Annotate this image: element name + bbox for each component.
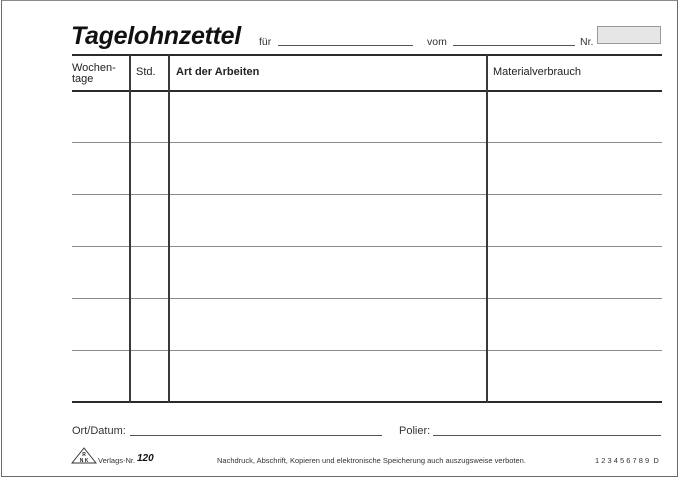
svg-text:N K: N K [79,458,89,464]
row-divider [72,298,662,299]
verlag-number: 120 [137,453,154,464]
cell-wochentag-6[interactable] [72,352,129,401]
cell-art-3[interactable] [170,196,486,246]
cell-wochentag-4[interactable] [72,248,129,298]
cell-std-6[interactable] [131,352,168,401]
header-art-der-arbeiten: Art der Arbeiten [176,66,260,78]
row-divider [72,194,662,195]
cell-wochentag-2[interactable] [72,144,129,194]
ort-datum-input-line[interactable] [130,435,382,436]
header-wochentage-line1: Wochen- [72,62,116,74]
rnk-logo-icon [71,447,97,464]
form-title: Tagelohnzettel [71,22,241,50]
cell-std-3[interactable] [131,196,168,246]
copyright-notice: Nachdruck, Abschrift, Kopieren und elektronische Speicherung auch auszugsweise verboten. [217,456,526,465]
cell-art-4[interactable] [170,248,486,298]
fuer-label: für [259,36,272,48]
cell-material-4[interactable] [488,248,662,298]
cell-std-5[interactable] [131,300,168,350]
cell-wochentag-3[interactable] [72,196,129,246]
cell-std-4[interactable] [131,248,168,298]
cell-art-5[interactable] [170,300,486,350]
print-code: 1 2 3 4 5 6 7 8 9 D [595,456,659,465]
row-divider [72,246,662,247]
svg-text:R: R [82,452,86,458]
header-wochentage [72,63,116,85]
nr-label: Nr. [580,36,594,48]
vom-input-line[interactable] [453,45,575,46]
header-materialverbrauch: Materialverbrauch [493,66,582,78]
cell-material-5[interactable] [488,300,662,350]
table-bottom-border [72,401,662,403]
cell-art-6[interactable] [170,352,486,401]
cell-std-2[interactable] [131,144,168,194]
header-wochentage-line2: tage [72,73,94,85]
vom-label: vom [427,36,447,48]
table-top-border [72,54,662,56]
nr-input-box[interactable] [597,26,661,44]
polier-label: Polier: [399,425,431,437]
cell-material-3[interactable] [488,196,662,246]
row-divider [72,142,662,143]
polier-input-line[interactable] [433,435,661,436]
cell-material-1[interactable] [488,92,662,142]
cell-material-2[interactable] [488,144,662,194]
verlag-label: Verlags-Nr. [98,456,136,465]
header-std: Std. [136,66,156,78]
row-divider [72,350,662,351]
cell-wochentag-1[interactable] [72,92,129,142]
cell-std-1[interactable] [131,92,168,142]
cell-wochentag-5[interactable] [72,300,129,350]
cell-art-1[interactable] [170,92,486,142]
cell-art-2[interactable] [170,144,486,194]
ort-datum-label: Ort/Datum: [72,425,126,437]
cell-material-6[interactable] [488,352,662,401]
fuer-input-line[interactable] [278,45,413,46]
